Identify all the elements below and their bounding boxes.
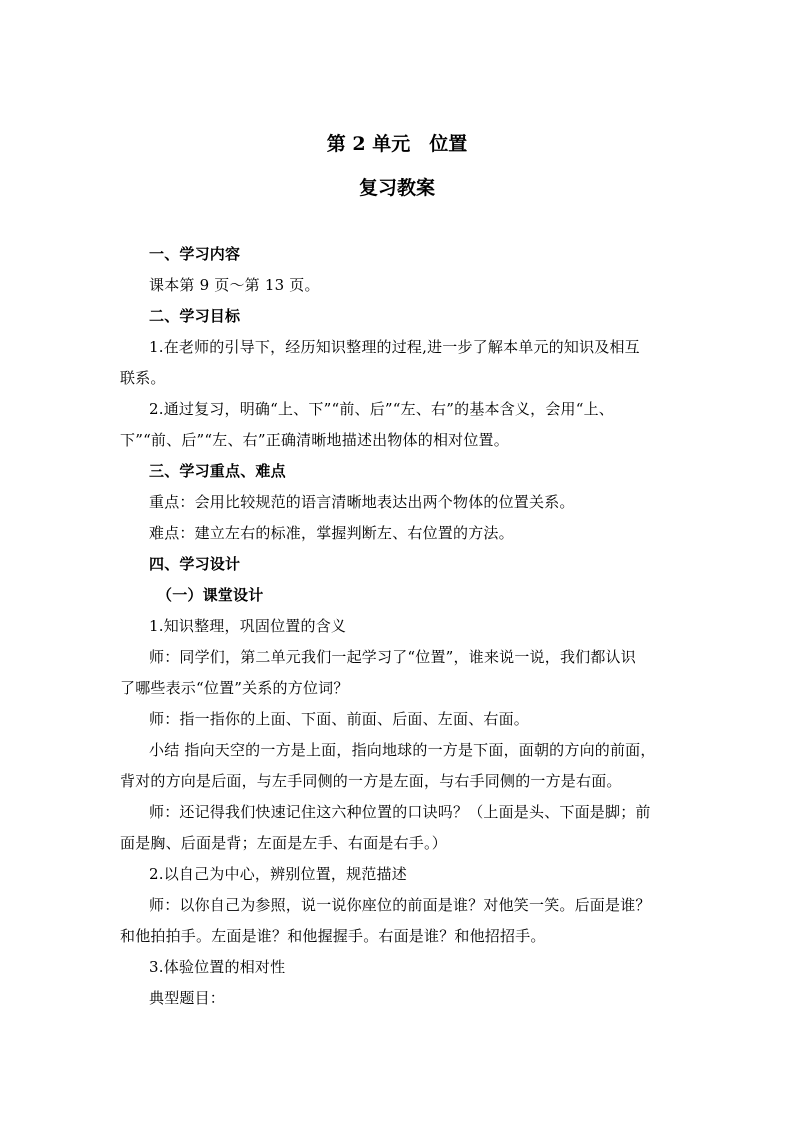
subsection-heading-class-design: （一）课堂设计	[157, 586, 264, 604]
paragraph-line: 1.在老师的引导下，经历知识整理的过程,进一步了解本单元的知识及相互	[149, 338, 640, 356]
paragraph-line: 师：同学们，第二单元我们一起学习了“位置”，谁来说一说，我们都认识	[149, 648, 636, 666]
paragraph-line: 师：以你自己为参照，说一说你座位的前面是谁？对他笑一笑。后面是谁？	[149, 896, 651, 914]
paragraph-line: 1.知识整理，巩固位置的含义	[149, 617, 347, 635]
paragraph-line: 联系。	[120, 369, 166, 387]
paragraph-line: 师：指一指你的上面、下面、前面、后面、左面、右面。	[149, 710, 530, 728]
paragraph-line: 2.以自己为中心，辨别位置，规范描述	[149, 865, 407, 883]
paragraph-line: 3.体验位置的相对性	[149, 958, 286, 976]
paragraph-line: 背对的方向是后面，与左手同侧的一方是左面，与右手同侧的一方是右面。	[120, 772, 622, 790]
paragraph-line: 师：还记得我们快速记住这六种位置的口诀吗？（上面是头、下面是脚；前	[149, 803, 651, 821]
paragraph-line: 2.通过复习，明确“上、下”“前、后”“左、右”的基本含义，会用“上、	[149, 400, 614, 418]
paragraph-line: 难点：建立左右的标准，掌握判断左、右位置的方法。	[149, 524, 514, 542]
paragraph-line: 典型题目：	[149, 989, 226, 1007]
paragraph-line: 重点：会用比较规范的语言清晰地表达出两个物体的位置关系。	[149, 493, 575, 511]
doc-subtitle: 复习教案	[358, 177, 435, 199]
paragraph-line: 课本第 9 页～第 13 页。	[149, 276, 320, 294]
paragraph-line: 面是胸、后面是背；左面是左手、右面是右手。）	[120, 834, 447, 852]
paragraph-line: 和他拍拍手。左面是谁？和他握握手。右面是谁？和他招招手。	[120, 927, 546, 945]
section-heading-content: 一、学习内容	[149, 245, 241, 263]
unit-title: 第 2 单元 位置	[326, 133, 468, 155]
section-heading-key-points: 三、学习重点、难点	[149, 462, 286, 480]
paragraph-line: 了哪些表示“位置”关系的方位词？	[120, 679, 349, 697]
paragraph-line: 小结 指向天空的一方是上面，指向地球的一方是下面，面朝的方向的前面，	[149, 741, 656, 759]
section-heading-design: 四、学习设计	[149, 555, 241, 573]
paragraph-line: 下”“前、后”“左、右”正确清晰地描述出物体的相对位置。	[120, 431, 509, 449]
section-heading-goals: 二、学习目标	[149, 307, 241, 325]
